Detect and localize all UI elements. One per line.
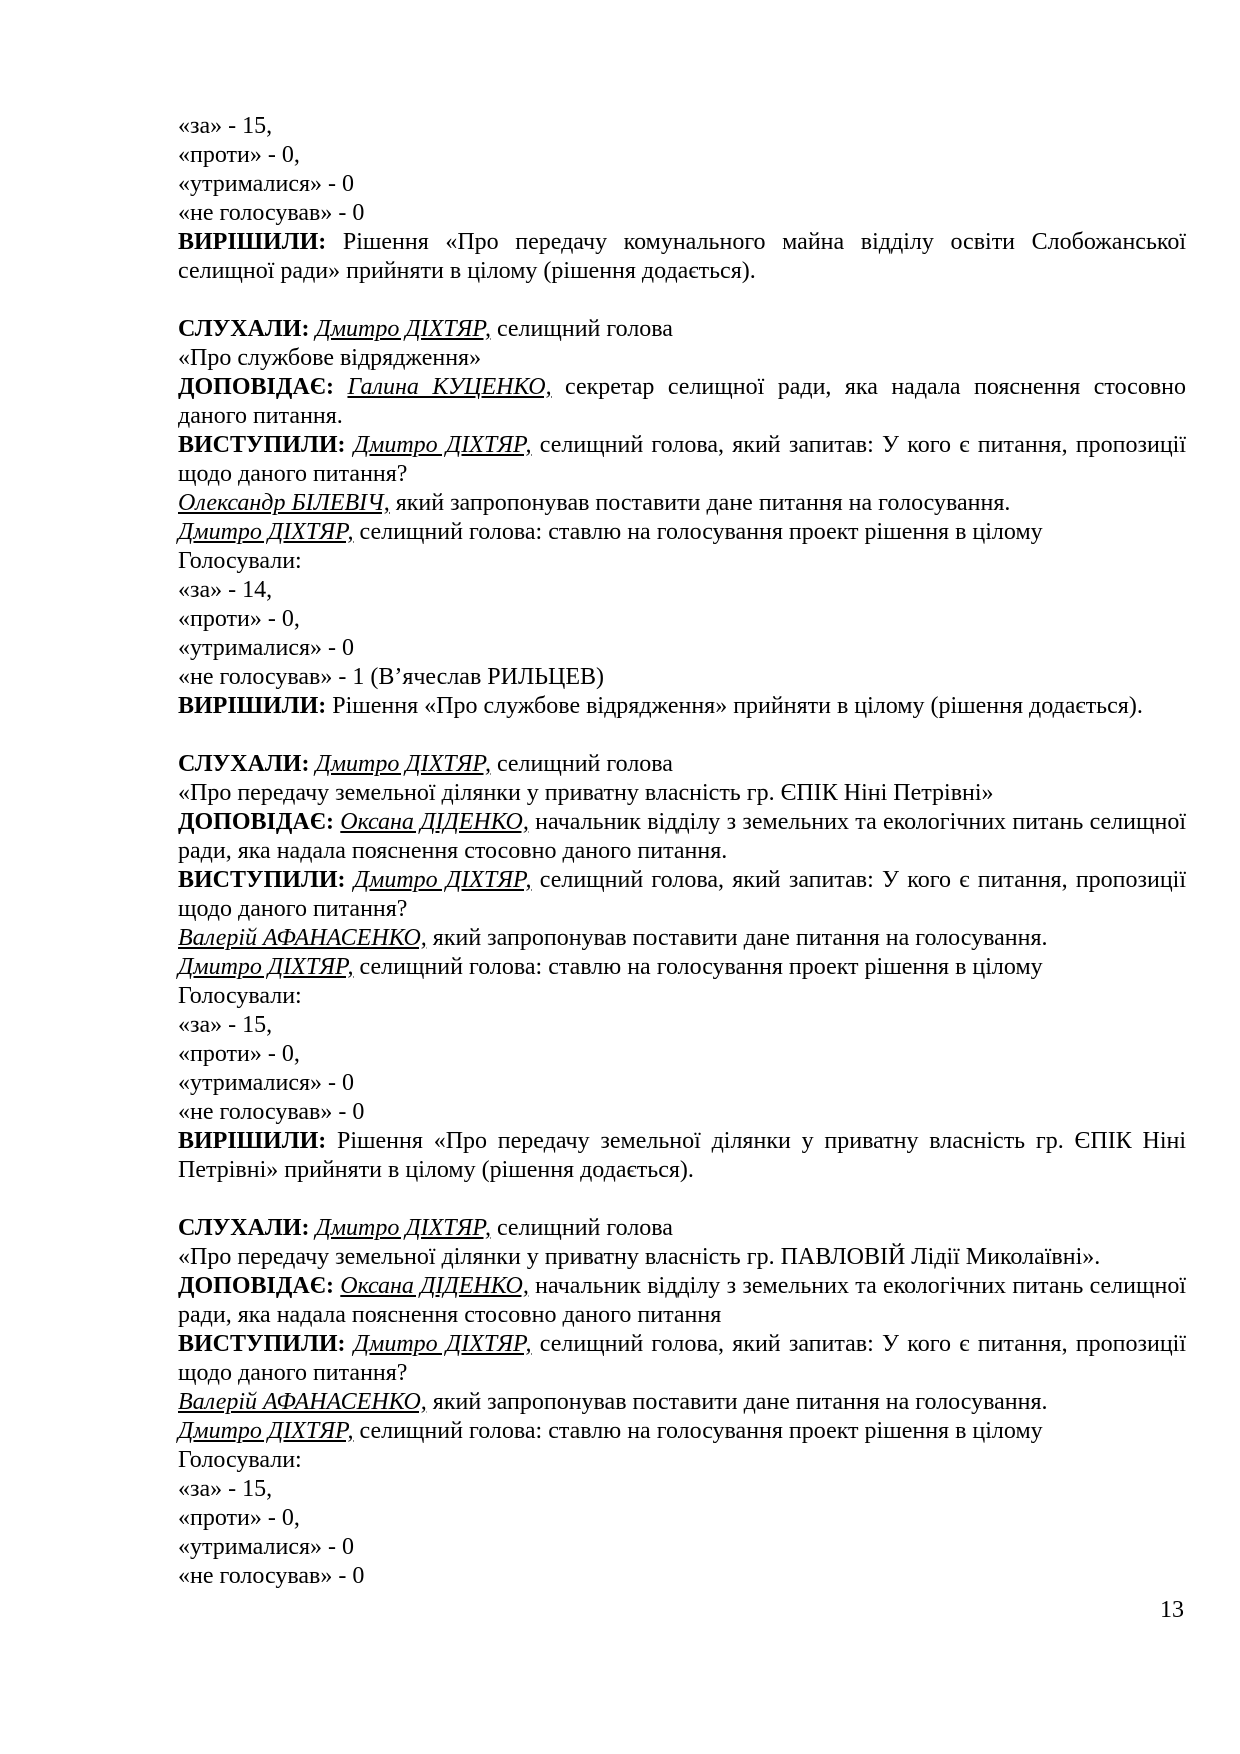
spoke-text: селищний голова, який запитав: У кого є питання, пропозиції щодо даного питання? (178, 432, 1187, 487)
spoke-text: селищний голова, який запитав: У кого є питання, пропозиції щодо даного питання? (178, 867, 1187, 922)
vote-not-voted: «не голосував» - 0 (178, 1099, 365, 1125)
heard-line (178, 1214, 1186, 1243)
vote-abstained: «утрималися» - 0 (178, 635, 355, 661)
chair-text: селищний голова: ставлю на голосування проект рішення в цілому (359, 954, 1043, 980)
spoke-label: ВИСТУПИЛИ: (178, 432, 346, 458)
section-gap (178, 286, 1186, 315)
agenda-item (178, 750, 1186, 1185)
item-title: «Про службове відрядження» (178, 345, 482, 371)
reporter-name: Галина КУЦЕНКО, (347, 374, 552, 400)
section-gap (178, 721, 1186, 750)
decision-label: ВИРІШИЛИ: (178, 229, 327, 255)
spoke-line (178, 866, 1186, 924)
voted-label: Голосували: (178, 1447, 302, 1473)
report-text: секретар селищної ради, яка надала пояснення стосовно даного питання. (178, 374, 1187, 429)
report-label: ДОПОВІДАЄ: (178, 809, 334, 835)
decision-line (178, 1127, 1186, 1185)
vote-for: «за» - 15, (178, 1476, 273, 1502)
heard-label: СЛУХАЛИ: (178, 316, 310, 342)
proposer-name: Валерій АФАНАСЕНКО, (178, 925, 427, 951)
page-number: 13 (1160, 1597, 1184, 1623)
reporter-name: Оксана ДІДЕНКО, (340, 809, 529, 835)
report-label: ДОПОВІДАЄ: (178, 374, 334, 400)
reporter-name: Оксана ДІДЕНКО, (340, 1273, 529, 1299)
spoke-label: ВИСТУПИЛИ: (178, 867, 346, 893)
vote-for: «за» - 14, (178, 577, 273, 603)
report-text: начальник відділу з земельних та екологічних питань селищної ради, яка надала пояснення стосовно даного питання (178, 1273, 1186, 1328)
report-label: ДОПОВІДАЄ: (178, 1273, 334, 1299)
proposer-text: який запропонував поставити дане питання на голосування. (432, 1389, 1048, 1415)
chair-text: селищний голова: ставлю на голосування проект рішення в цілому (359, 519, 1043, 545)
chair-text: селищний голова: ставлю на голосування проект рішення в цілому (359, 1418, 1043, 1444)
heard-label: СЛУХАЛИ: (178, 751, 310, 777)
chair-name: Дмитро ДІХТЯР, (178, 954, 354, 980)
chair-line (178, 518, 1186, 547)
report-line (178, 1272, 1186, 1330)
vote-against: «проти» - 0, (178, 142, 300, 168)
proposer-name: Валерій АФАНАСЕНКО, (178, 1389, 427, 1415)
spoke-name: Дмитро ДІХТЯР, (353, 432, 532, 458)
speaker-role: селищний голова (496, 751, 673, 777)
spoke-line (178, 431, 1186, 489)
report-text: начальник відділу з земельних та екологічних питань селищної ради, яка надала пояснення стосовно даного питання. (178, 809, 1186, 864)
agenda-item (178, 1214, 1186, 1591)
proposer-line (178, 924, 1186, 953)
heard-line (178, 315, 1186, 344)
chair-name: Дмитро ДІХТЯР, (178, 1418, 354, 1444)
decision-text: Рішення «Про передачу земельної ділянки у приватну власність гр. ЄПІК Ніні Петрівні» прийняти в цілому (рішення додається). (178, 1128, 1186, 1183)
voted-label: Голосували: (178, 983, 302, 1009)
agenda-item (178, 315, 1186, 721)
chair-name: Дмитро ДІХТЯР, (178, 519, 354, 545)
item-title: «Про передачу земельної ділянки у приватну власність гр. ПАВЛОВІЙ Лідії Миколаївні». (178, 1244, 1101, 1270)
section-gap (178, 1185, 1186, 1214)
voted-label: Голосували: (178, 548, 302, 574)
report-line (178, 373, 1186, 431)
chair-line (178, 1417, 1186, 1446)
proposer-text: який запропонував поставити дане питання на голосування. (432, 925, 1048, 951)
decision-text: Рішення «Про службове відрядження» прийняти в цілому (рішення додається). (332, 693, 1143, 719)
lead-votes (178, 112, 1186, 228)
speaker-role: селищний голова (496, 1215, 673, 1241)
spoke-line (178, 1330, 1186, 1388)
decision-line (178, 692, 1186, 721)
decision-text: Рішення «Про передачу комунального майна відділу освіти Слобожанської селищної ради» прийняти в цілому (рішення додається). (178, 229, 1187, 284)
decision-label: ВИРІШИЛИ: (178, 693, 327, 719)
vote-for: «за» - 15, (178, 1012, 273, 1038)
minutes-content (178, 112, 1186, 1591)
vote-against: «проти» - 0, (178, 606, 300, 632)
vote-abstained: «утрималися» - 0 (178, 171, 355, 197)
vote-abstained: «утрималися» - 0 (178, 1070, 355, 1096)
heard-line (178, 750, 1186, 779)
speaker-name: Дмитро ДІХТЯР, (315, 1215, 491, 1241)
vote-not-voted: «не голосував» - 0 (178, 200, 365, 226)
spoke-name: Дмитро ДІХТЯР, (353, 1331, 532, 1357)
speaker-role: селищний голова (496, 316, 673, 342)
spoke-label: ВИСТУПИЛИ: (178, 1331, 346, 1357)
vote-abstained: «утрималися» - 0 (178, 1534, 355, 1560)
chair-line (178, 953, 1186, 982)
decision-label: ВИРІШИЛИ: (178, 1128, 327, 1154)
decision-line (178, 228, 1186, 286)
report-line (178, 808, 1186, 866)
proposer-text: який запропонував поставити дане питання на голосування. (395, 490, 1011, 516)
proposer-line (178, 489, 1186, 518)
proposer-line (178, 1388, 1186, 1417)
proposer-name: Олександр БІЛЕВІЧ, (178, 490, 390, 516)
vote-against: «проти» - 0, (178, 1505, 300, 1531)
vote-not-voted: «не голосував» - 1 (В’ячеслав РИЛЬЦЕВ) (178, 664, 605, 690)
vote-not-voted: «не голосував» - 0 (178, 1563, 365, 1589)
speaker-name: Дмитро ДІХТЯР, (315, 316, 491, 342)
spoke-text: селищний голова, який запитав: У кого є питання, пропозиції щодо даного питання? (178, 1331, 1187, 1386)
spoke-name: Дмитро ДІХТЯР, (353, 867, 532, 893)
speaker-name: Дмитро ДІХТЯР, (315, 751, 491, 777)
vote-against: «проти» - 0, (178, 1041, 300, 1067)
heard-label: СЛУХАЛИ: (178, 1215, 310, 1241)
item-title: «Про передачу земельної ділянки у приватну власність гр. ЄПІК Ніні Петрівні» (178, 780, 994, 806)
vote-for: «за» - 15, (178, 113, 273, 139)
